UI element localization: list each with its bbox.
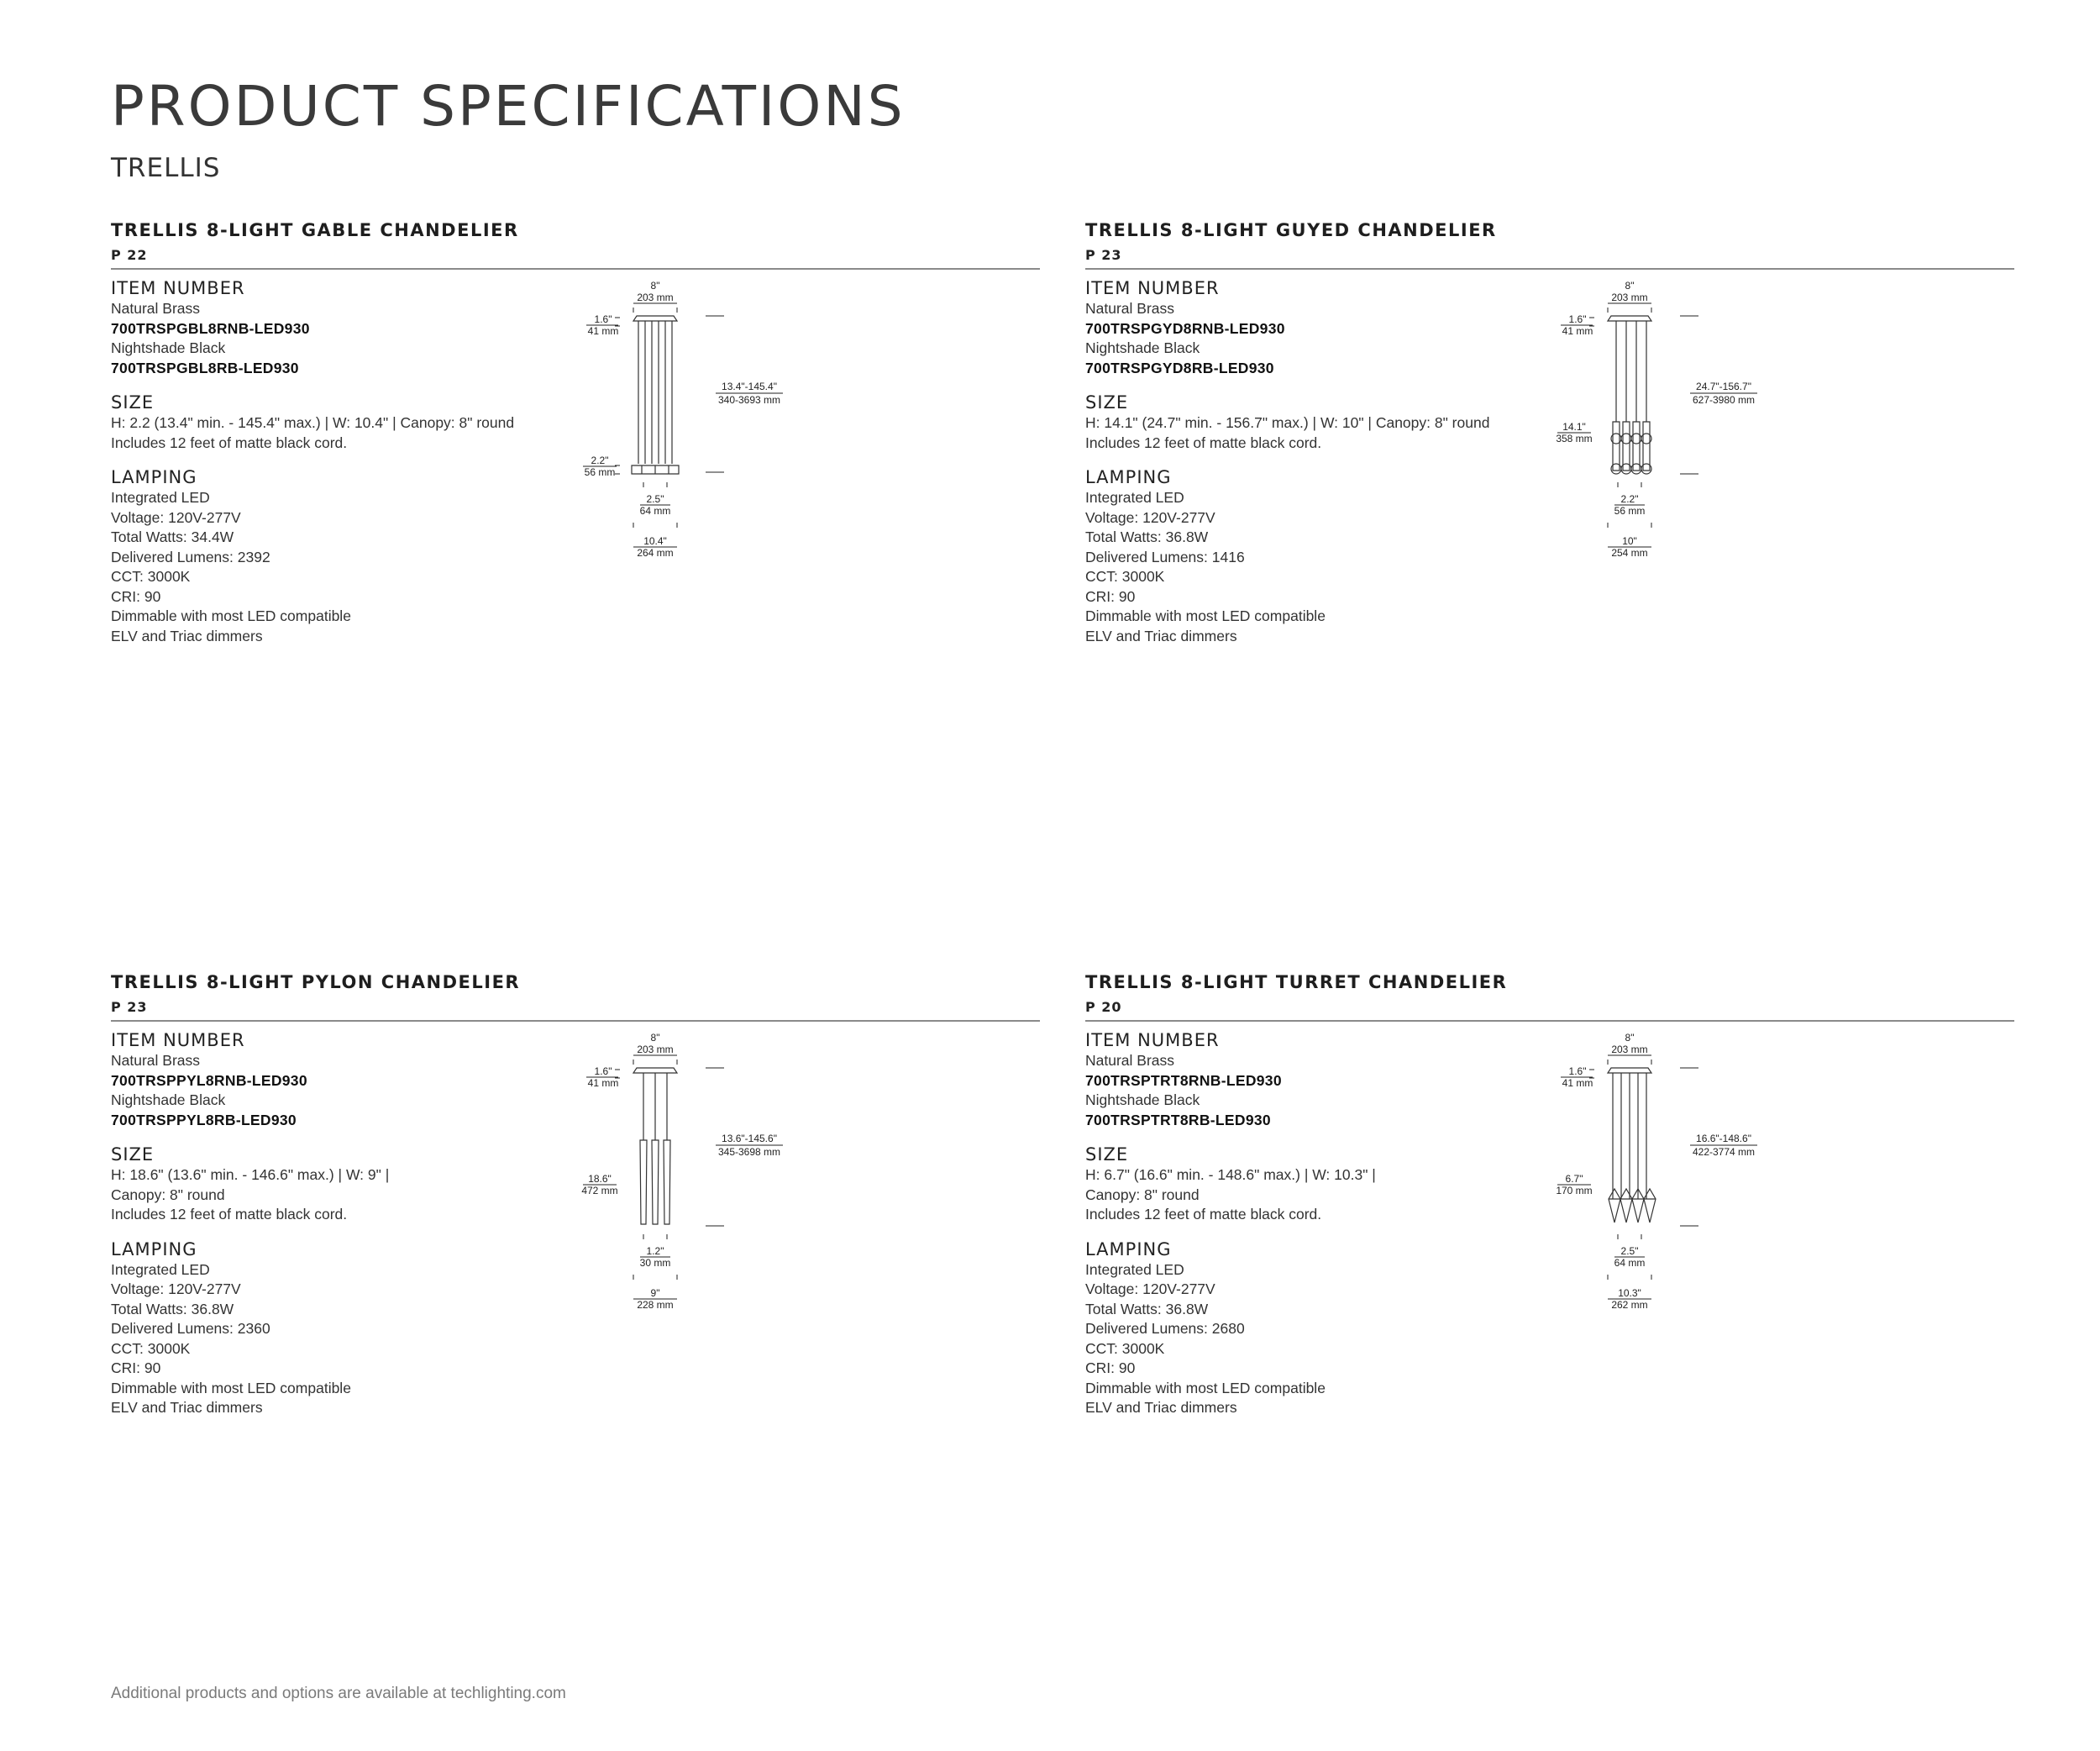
size-section [111, 392, 581, 453]
size-section [1085, 1144, 1556, 1225]
lamping-line: Delivered Lumens: 2680 [1085, 1320, 1245, 1337]
dim-pitch-in: 2.2" [1620, 493, 1639, 505]
sku-code: 700TRSPGBL8RB-LED930 [111, 359, 299, 376]
dim-canopy-mm: 203 mm [1611, 1044, 1648, 1055]
dim-body-in: 2.2" [591, 455, 609, 466]
dim-canopy-h-in: 1.6" [1568, 1065, 1587, 1077]
lamping-line: CCT: 3000K [111, 1339, 191, 1357]
dim-canopy-h-mm: 41 mm [1562, 1077, 1593, 1089]
item-number-heading: ITEM NUMBER [111, 278, 245, 298]
lamping-line: Integrated LED [111, 1260, 210, 1278]
dim-overall-in: 16.6"-148.6" [1696, 1133, 1751, 1144]
footer-note: Additional products and options are available at techlighting.com [111, 1685, 566, 1702]
sku-code: 700TRSPTRT8RB-LED930 [1085, 1111, 1271, 1128]
size-line: H: 6.7" (16.6" min. - 148.6" max.) | W: 10.3" | [1085, 1166, 1376, 1183]
lamping-line: Integrated LED [1085, 1260, 1184, 1278]
dim-overall-in: 24.7"-156.7" [1696, 381, 1751, 392]
finish-label: Nightshade Black [1085, 1091, 1200, 1108]
size-line: Includes 12 feet of matte black cord. [111, 1206, 348, 1223]
dim-width-in: 10" [1622, 535, 1637, 547]
lamping-line: Delivered Lumens: 1416 [1085, 548, 1245, 565]
section-divider [111, 268, 1040, 270]
lamping-line: ELV and Triac dimmers [111, 1399, 263, 1416]
size-line: Canopy: 8" round [111, 1186, 225, 1203]
dim-pitch-mm: 64 mm [1614, 1257, 1646, 1269]
lamping-heading: LAMPING [1085, 1238, 1172, 1259]
lamping-line: Voltage: 120V-277V [1085, 1280, 1215, 1297]
lamping-heading: LAMPING [1085, 467, 1172, 487]
dim-canopy-h-in: 1.6" [1568, 313, 1587, 325]
size-section [111, 1144, 581, 1225]
size-line: H: 14.1" (24.7" min. - 156.7" max.) | W: 10" | Canopy: 8" round [1085, 414, 1490, 431]
sku-code: 700TRSPGYD8RNB-LED930 [1085, 319, 1285, 337]
chandelier-fixture-drawing [1608, 1068, 1656, 1223]
dim-body-mm: 170 mm [1556, 1185, 1593, 1196]
dim-canopy-in: 8" [650, 1032, 660, 1044]
item-number-section [1085, 277, 1556, 378]
finish-label: Nightshade Black [1085, 339, 1200, 356]
dimension-annotations [581, 1032, 783, 1311]
dimension-diagram [1556, 1031, 1833, 1317]
spec-info [111, 1029, 581, 1432]
section-divider [1085, 268, 2014, 270]
size-line: Canopy: 8" round [1085, 1186, 1200, 1203]
dimension-diagram [581, 279, 858, 565]
sku-code: 700TRSPGBL8RNB-LED930 [111, 319, 310, 337]
item-number-heading: ITEM NUMBER [1085, 1030, 1220, 1050]
dim-canopy-h-in: 1.6" [594, 313, 612, 325]
dim-canopy-in: 8" [1625, 280, 1635, 292]
dim-overall-mm: 345-3698 mm [717, 1146, 781, 1158]
product-page-ref: P 23 [111, 999, 148, 1015]
size-heading: SIZE [111, 392, 155, 413]
lamping-line: CCT: 3000K [111, 568, 191, 585]
lamping-section [1085, 1238, 1556, 1418]
spec-info [1085, 277, 1556, 660]
lamping-section [111, 1238, 581, 1418]
product-card [1085, 220, 2014, 691]
dimension-diagram [581, 1031, 858, 1317]
dim-width-mm: 264 mm [637, 547, 674, 559]
gable-fixture-drawing [632, 316, 679, 474]
product-page-ref: P 22 [111, 247, 148, 263]
sku-code: 700TRSPPYL8RNB-LED930 [111, 1071, 307, 1089]
dim-body-mm: 358 mm [1556, 433, 1593, 444]
dim-width-in: 10.3" [1618, 1287, 1641, 1299]
size-line: Includes 12 feet of matte black cord. [1085, 1206, 1322, 1223]
lamping-heading: LAMPING [111, 1238, 197, 1259]
product-name: TRELLIS 8-LIGHT PYLON CHANDELIER [111, 972, 521, 992]
dim-pitch-mm: 30 mm [639, 1257, 671, 1269]
sku-code: 700TRSPPYL8RB-LED930 [111, 1111, 297, 1128]
item-number-section [111, 1029, 581, 1130]
lamping-line: Delivered Lumens: 2360 [111, 1320, 270, 1337]
lamping-line: Integrated LED [111, 489, 210, 506]
lamping-line: Voltage: 120V-277V [111, 508, 241, 526]
dim-width-in: 10.4" [643, 535, 667, 547]
lamping-line: CRI: 90 [111, 1359, 161, 1376]
dim-pitch-mm: 56 mm [1614, 505, 1646, 517]
product-card [111, 972, 1040, 1443]
chandelier-fixture-drawing [633, 1068, 677, 1224]
lamping-line: Total Watts: 36.8W [1085, 528, 1209, 545]
product-name: TRELLIS 8-LIGHT GABLE CHANDELIER [111, 220, 519, 240]
lamping-line: Dimmable with most LED compatible [1085, 1379, 1326, 1396]
lamping-line: Voltage: 120V-277V [1085, 508, 1215, 526]
dim-width-mm: 262 mm [1611, 1299, 1648, 1311]
section-divider [111, 1020, 1040, 1022]
finish-label: Nightshade Black [111, 1091, 226, 1108]
dim-overall-in: 13.6"-145.6" [722, 1133, 777, 1144]
sku-code: 700TRSPGYD8RB-LED930 [1085, 359, 1274, 376]
dim-body-mm: 56 mm [584, 466, 616, 478]
lamping-line: CCT: 3000K [1085, 568, 1165, 585]
finish-label: Natural Brass [111, 1052, 201, 1069]
lamping-section [1085, 466, 1556, 646]
dim-canopy-h-mm: 41 mm [587, 325, 619, 337]
product-name: TRELLIS 8-LIGHT TURRET CHANDELIER [1085, 972, 1508, 992]
size-line: Includes 12 feet of matte black cord. [1085, 434, 1322, 451]
lamping-line: Total Watts: 34.4W [111, 528, 234, 545]
dim-canopy-mm: 203 mm [1611, 292, 1648, 303]
dim-canopy-h-mm: 41 mm [587, 1077, 619, 1089]
lamping-line: ELV and Triac dimmers [111, 627, 263, 644]
lamping-line: Integrated LED [1085, 489, 1184, 506]
finish-label: Natural Brass [1085, 1052, 1175, 1069]
dim-pitch-mm: 64 mm [639, 505, 671, 517]
lamping-line: ELV and Triac dimmers [1085, 627, 1237, 644]
dim-pitch-in: 2.5" [1620, 1245, 1639, 1257]
lamping-line: Dimmable with most LED compatible [1085, 607, 1326, 624]
lamping-section [111, 466, 581, 646]
product-page-ref: P 20 [1085, 999, 1122, 1015]
section-divider [1085, 1020, 2014, 1022]
item-number-section [111, 277, 581, 378]
lamping-line: Delivered Lumens: 2392 [111, 548, 270, 565]
lamping-line: ELV and Triac dimmers [1085, 1399, 1237, 1416]
chandelier-fixture-drawing [1608, 316, 1651, 474]
size-heading: SIZE [111, 1144, 155, 1165]
size-line: H: 18.6" (13.6" min. - 146.6" max.) | W: 9" | [111, 1166, 390, 1183]
dim-body-in: 6.7" [1565, 1173, 1583, 1185]
lamping-line: Dimmable with most LED compatible [111, 607, 351, 624]
lamping-line: Total Watts: 36.8W [111, 1300, 234, 1317]
product-card [1085, 972, 2014, 1443]
dimension-annotations [1556, 280, 1757, 559]
size-section [1085, 392, 1556, 453]
page-subtitle: TRELLIS [111, 153, 221, 183]
dim-overall-mm: 422-3774 mm [1692, 1146, 1756, 1158]
item-number-section [1085, 1029, 1556, 1130]
sku-code: 700TRSPTRT8RNB-LED930 [1085, 1071, 1282, 1089]
size-heading: SIZE [1085, 392, 1129, 413]
lamping-line: Total Watts: 36.8W [1085, 1300, 1209, 1317]
lamping-line: CCT: 3000K [1085, 1339, 1165, 1357]
dim-body-in: 18.6" [588, 1173, 612, 1185]
lamping-line: CRI: 90 [1085, 587, 1136, 605]
dim-pitch-in: 2.5" [646, 493, 664, 505]
dim-overall-in: 13.4"-145.4" [722, 381, 777, 392]
dim-width-mm: 254 mm [1611, 547, 1648, 559]
size-line: H: 2.2 (13.4" min. - 145.4" max.) | W: 10.4" | Canopy: 8" round [111, 414, 515, 431]
dim-width-in: 9" [650, 1287, 660, 1299]
dimension-annotations [1556, 1032, 1757, 1311]
page-title: PRODUCT SPECIFICATIONS [111, 74, 906, 139]
dim-overall-mm: 340-3693 mm [717, 394, 781, 406]
size-heading: SIZE [1085, 1144, 1129, 1165]
spec-info [1085, 1029, 1556, 1432]
product-name: TRELLIS 8-LIGHT GUYED CHANDELIER [1085, 220, 1497, 240]
dim-canopy-h-mm: 41 mm [1562, 325, 1593, 337]
dimension-annotations [583, 280, 783, 559]
dim-width-mm: 228 mm [637, 1299, 674, 1311]
dim-canopy-h-in: 1.6" [594, 1065, 612, 1077]
dim-overall-mm: 627-3980 mm [1692, 394, 1756, 406]
finish-label: Nightshade Black [111, 339, 226, 356]
dim-canopy-mm: 203 mm [637, 1044, 674, 1055]
size-line: Includes 12 feet of matte black cord. [111, 434, 348, 451]
dim-body-in: 14.1" [1562, 421, 1586, 433]
lamping-heading: LAMPING [111, 467, 197, 487]
item-number-heading: ITEM NUMBER [111, 1030, 245, 1050]
dim-pitch-in: 1.2" [646, 1245, 664, 1257]
finish-label: Natural Brass [111, 300, 201, 317]
lamping-line: CRI: 90 [111, 587, 161, 605]
lamping-line: Dimmable with most LED compatible [111, 1379, 351, 1396]
dim-canopy-in: 8" [650, 280, 660, 292]
product-card [111, 220, 1040, 691]
dim-body-mm: 472 mm [581, 1185, 618, 1196]
dim-canopy-in: 8" [1625, 1032, 1635, 1044]
lamping-line: Voltage: 120V-277V [111, 1280, 241, 1297]
dim-canopy-mm: 203 mm [637, 292, 674, 303]
product-page-ref: P 23 [1085, 247, 1122, 263]
finish-label: Natural Brass [1085, 300, 1175, 317]
spec-info [111, 277, 581, 660]
lamping-line: CRI: 90 [1085, 1359, 1136, 1376]
dimension-diagram [1556, 279, 1833, 565]
item-number-heading: ITEM NUMBER [1085, 278, 1220, 298]
